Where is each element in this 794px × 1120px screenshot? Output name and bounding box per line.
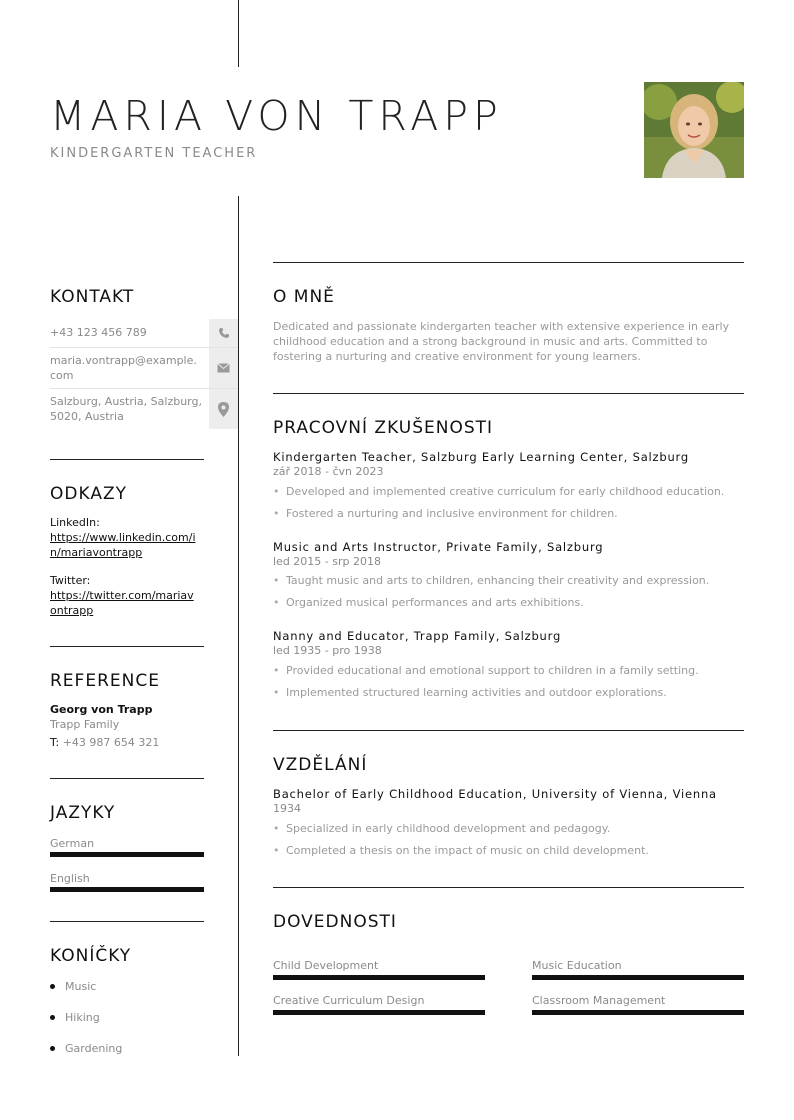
about-heading: O MNĚ [273, 287, 335, 307]
about-text: Dedicated and passionate kindergarten teacher with extensive experience in early childhood education and a strong background in music and arts. Committed to fostering a nurturing and creative environment for young learners. [273, 320, 730, 363]
contact-phone-row [50, 319, 238, 348]
side-divider-line [238, 196, 239, 1056]
location-pin-icon [209, 389, 238, 429]
job-3-title: Nanny and Educator, Trapp Family, Salzburg [273, 629, 562, 643]
job-title: KINDERGARTEN TEACHER [50, 146, 258, 161]
education-heading: VZDĚLÁNÍ [273, 755, 368, 775]
candidate-name: MARIA VON TRAPP [50, 92, 503, 140]
contact-address: Salzburg, Austria, Salzburg, 5020, Austria [50, 395, 202, 423]
divider [273, 262, 744, 263]
divider [273, 730, 744, 731]
job-2-dates: led 2015 - srp 2018 [273, 555, 381, 568]
hobby-item: Music [65, 980, 97, 993]
contact-email[interactable]: maria.vontrapp@example.com [50, 354, 197, 382]
divider [50, 778, 204, 779]
contact-phone[interactable]: +43 123 456 789 [50, 326, 147, 339]
language-level-bar [50, 852, 204, 857]
job-2-bullet: • Taught music and arts to children, enhancing their creativity and expression. [273, 574, 709, 587]
job-3-bullet: • Implemented structured learning activities and outdoor explorations. [273, 686, 667, 699]
divider [50, 459, 204, 460]
language-name: German [50, 837, 95, 850]
twitter-link[interactable]: https://twitter.com/mariavontrapp [50, 589, 194, 617]
top-divider-line [238, 0, 239, 67]
experience-heading: PRACOVNÍ ZKUŠENOSTI [273, 418, 494, 438]
skill-name: Creative Curriculum Design [273, 994, 425, 1007]
job-1-title: Kindergarten Teacher, Salzburg Early Learning Center, Salzburg [273, 450, 689, 464]
contact-heading: KONTAKT [50, 287, 135, 307]
job-2-bullet: • Organized musical performances and arts exhibitions. [273, 596, 584, 609]
languages-heading: JAZYKY [50, 803, 116, 823]
language-name: English [50, 872, 90, 885]
contact-email-row [50, 348, 238, 389]
skill-name: Classroom Management [532, 994, 666, 1007]
skill-name: Music Education [532, 959, 622, 972]
skill-level-bar [273, 975, 485, 980]
hobbies-heading: KONÍČKY [50, 946, 132, 966]
reference-name: Georg von Trapp [50, 703, 153, 716]
job-1-bullet: • Fostered a nurturing and inclusive environment for children. [273, 507, 618, 520]
divider [273, 393, 744, 394]
language-level-bar [50, 887, 204, 892]
reference-phone-line [50, 736, 159, 749]
divider [50, 646, 204, 647]
skills-heading: DOVEDNOSTI [273, 912, 397, 932]
education-bullet: • Specialized in early childhood development and pedagogy. [273, 822, 610, 835]
job-1-dates: zář 2018 - čvn 2023 [273, 465, 384, 478]
profile-photo [644, 82, 744, 178]
education-degree: Bachelor of Early Childhood Education, University of Vienna, Vienna [273, 787, 717, 801]
job-2-title: Music and Arts Instructor, Private Family, Salzburg [273, 540, 604, 554]
job-1-bullet: • Developed and implemented creative curriculum for early childhood education. [273, 485, 724, 498]
divider [50, 921, 204, 922]
bullet-dot [50, 984, 55, 989]
job-3-dates: led 1935 - pro 1938 [273, 644, 382, 657]
bullet-dot [50, 1046, 55, 1051]
education-year: 1934 [273, 802, 301, 815]
linkedin-link[interactable]: https://www.linkedin.com/in/mariavontrapp [50, 531, 196, 559]
reference-phone-label: T: [50, 736, 60, 749]
phone-icon [209, 319, 238, 347]
reference-company: Trapp Family [50, 718, 120, 731]
skill-level-bar [532, 1010, 744, 1015]
contact-address-row [50, 389, 238, 429]
hobby-item: Gardening [65, 1042, 123, 1055]
skill-name: Child Development [273, 959, 379, 972]
divider [273, 887, 744, 888]
job-3-bullet: • Provided educational and emotional support to children in a family setting. [273, 664, 699, 677]
twitter-label: Twitter: [50, 574, 91, 587]
skill-level-bar [532, 975, 744, 980]
links-heading: ODKAZY [50, 484, 127, 504]
envelope-icon [209, 348, 238, 388]
linkedin-label: LinkedIn: [50, 516, 100, 529]
reference-heading: REFERENCE [50, 671, 160, 691]
skill-level-bar [273, 1010, 485, 1015]
bullet-dot [50, 1015, 55, 1020]
hobby-item: Hiking [65, 1011, 100, 1024]
education-bullet: • Completed a thesis on the impact of music on child development. [273, 844, 649, 857]
reference-phone[interactable]: +43 987 654 321 [62, 736, 160, 749]
